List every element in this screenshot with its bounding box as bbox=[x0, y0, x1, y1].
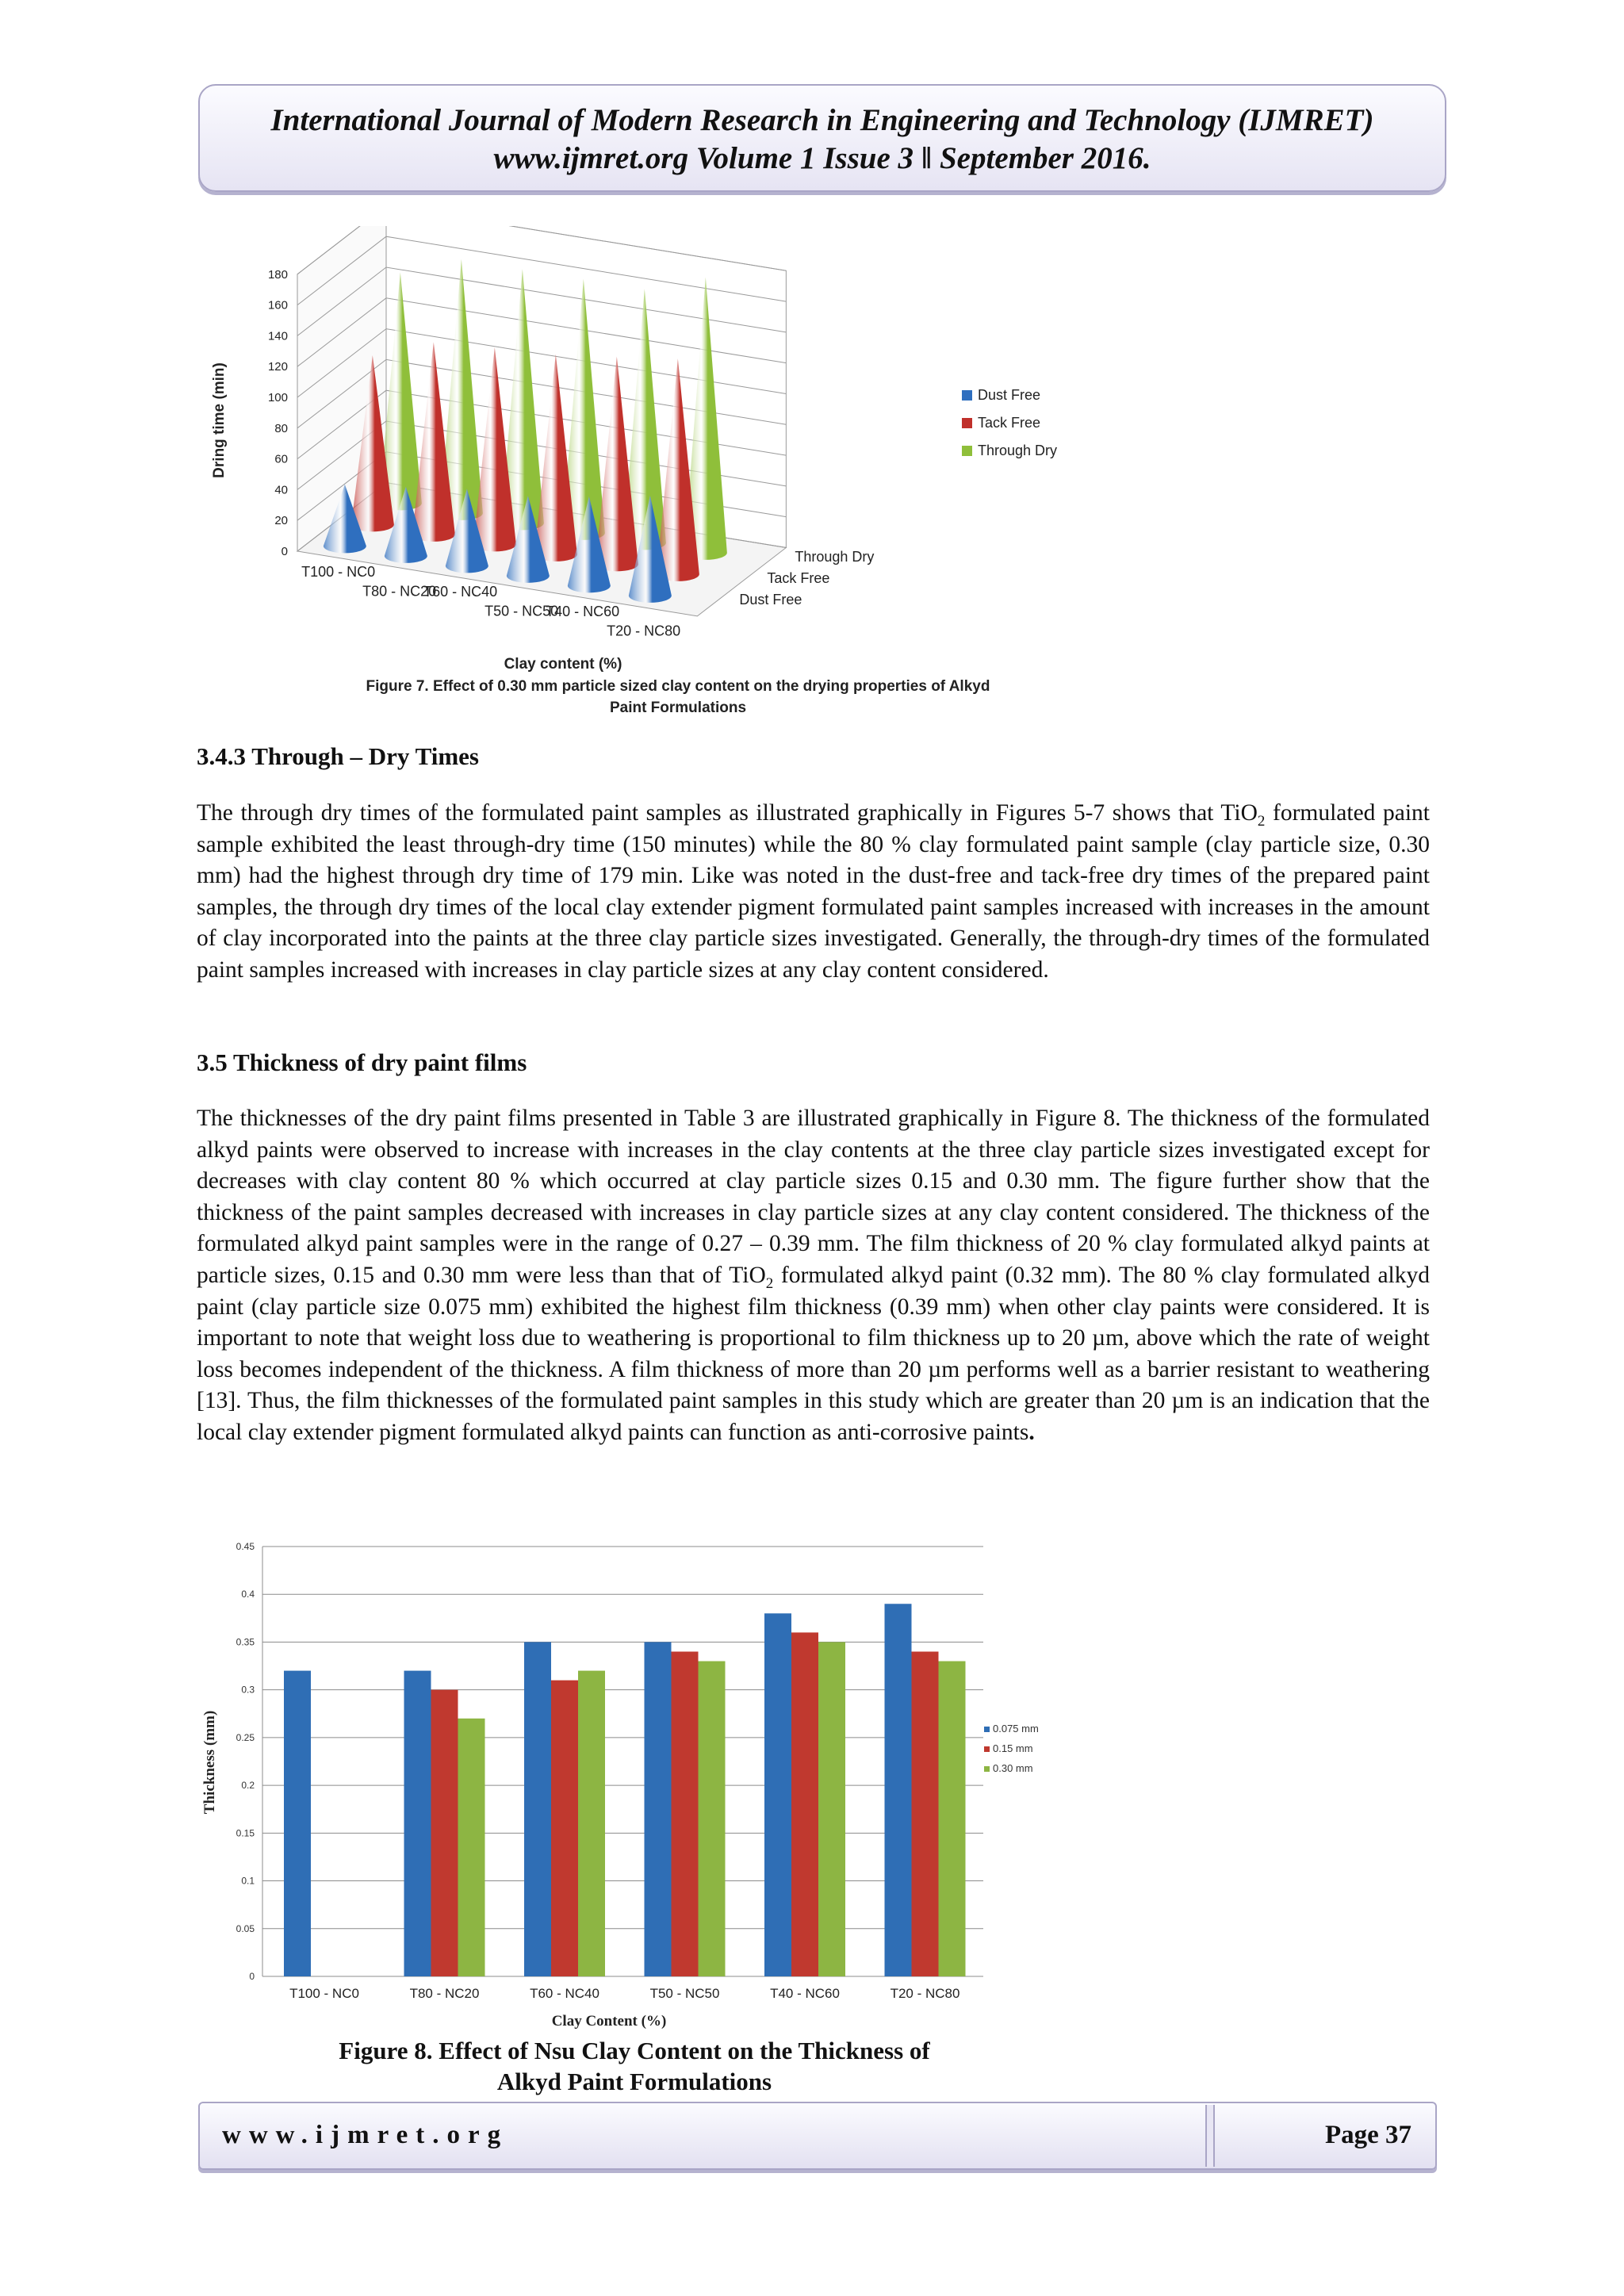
page-footer bbox=[198, 2102, 1437, 2170]
legend-label: 0.15 mm bbox=[993, 1742, 1033, 1754]
bar-0-075-mm bbox=[404, 1671, 431, 1976]
x-category-label: T80 - NC20 bbox=[362, 583, 437, 600]
legend-label: 0.30 mm bbox=[993, 1762, 1033, 1774]
x-axis-title: Clay Content (%) bbox=[551, 2013, 667, 2030]
bar-0-075-mm bbox=[284, 1671, 311, 1976]
y-tick-label: 180 bbox=[267, 267, 288, 282]
x-category-label: T100 - NC0 bbox=[301, 563, 376, 580]
legend-label: Through Dry bbox=[978, 443, 1058, 458]
bar-0-30-mm bbox=[458, 1719, 485, 1976]
x-category-label: T100 - NC0 bbox=[289, 1986, 359, 2001]
figure-7-caption-line-2: Paint Formulations bbox=[609, 700, 747, 716]
figure-8-caption bbox=[285, 2035, 983, 2097]
bar-0-30-mm bbox=[578, 1671, 605, 1976]
journal-title: International Journal of Modern Research in Engineering and Technology (IJMRET) bbox=[270, 103, 1374, 137]
y-tick-label: 0.25 bbox=[236, 1731, 255, 1743]
x-category-label: T60 - NC40 bbox=[530, 1986, 599, 2001]
y-tick-label: 0.3 bbox=[241, 1684, 255, 1696]
depth-axis-label: Dust Free bbox=[739, 591, 802, 608]
y-tick-label: 0.4 bbox=[241, 1589, 255, 1600]
y-tick-label: 120 bbox=[267, 360, 288, 374]
bar-0-075-mm bbox=[764, 1613, 791, 1976]
y-tick-label: 0.1 bbox=[241, 1875, 255, 1887]
figure-7-caption-line-1: Figure 7. Effect of 0.30 mm particle sized clay content on the drying properties of Alkyd bbox=[366, 678, 990, 695]
footer-website: www.ijmret.org bbox=[222, 2121, 509, 2149]
y-tick-label: 0.2 bbox=[241, 1780, 255, 1792]
x-category-label: T60 - NC40 bbox=[423, 583, 498, 600]
legend-swatch bbox=[962, 418, 972, 428]
journal-issue: www.ijmret.org Volume 1 Issue 3 ǁ September 2016. bbox=[493, 141, 1151, 175]
bar-0-15-mm bbox=[672, 1651, 699, 1976]
section-heading-through-dry: 3.4.3 Through – Dry Times bbox=[197, 742, 480, 770]
legend-swatch bbox=[962, 390, 972, 401]
bar-0-075-mm bbox=[645, 1642, 672, 1976]
y-tick-label: 60 bbox=[274, 452, 288, 466]
legend-swatch bbox=[984, 1766, 990, 1772]
legend-label: Dust Free bbox=[978, 387, 1041, 403]
journal-header bbox=[198, 84, 1446, 192]
y-tick-label: 100 bbox=[267, 391, 288, 404]
figure-7-chart bbox=[198, 226, 1102, 726]
legend-label: Tack Free bbox=[978, 415, 1041, 431]
figure-8-chart bbox=[198, 1539, 1078, 2034]
y-tick-label: 0 bbox=[281, 545, 288, 558]
depth-axis-label: Tack Free bbox=[767, 569, 830, 586]
y-tick-label: 0.35 bbox=[236, 1636, 255, 1648]
y-tick-label: 0 bbox=[249, 1971, 255, 1982]
legend-swatch bbox=[984, 1727, 990, 1732]
bar-0-30-mm bbox=[939, 1662, 966, 1976]
y-tick-label: 160 bbox=[267, 298, 288, 312]
x-category-label: T40 - NC60 bbox=[770, 1986, 840, 2001]
figure-8-caption-line-2: Alkyd Paint Formulations bbox=[496, 2068, 772, 2095]
x-category-label: T50 - NC50 bbox=[485, 603, 559, 619]
legend-swatch bbox=[984, 1746, 990, 1752]
x-category-label: T50 - NC50 bbox=[649, 1986, 720, 2001]
y-tick-label: 20 bbox=[274, 514, 288, 528]
depth-axis-label: Through Dry bbox=[795, 548, 875, 565]
y-tick-label: 0.15 bbox=[236, 1827, 255, 1839]
paragraph-through-dry: The through dry times of the formulated paint samples as illustrated graphically in Figures 5-7 shows that TiO$_2$ formulated paint sample exhibited the least through-dry time (150 minutes) while the 80 % clay formulated paint sample (clay particle size, 0.30 mm) had the highest through dry time of 179 min. Like was noted in the dust-free and tack-free dry times of the prepared paint samples, the through dry times of the local clay extender pigment formulated paint samples increased with increases in the amount of clay incorporated into the paints at the three clay particle sizes investigated. Generally, the through-dry times of the formulated paint samples increased with increases in clay particle sizes at any clay content considered. bbox=[197, 800, 1430, 983]
x-axis-title: Clay content (%) bbox=[504, 656, 622, 673]
x-category-label: T20 - NC80 bbox=[890, 1986, 960, 2001]
bar-0-15-mm bbox=[791, 1632, 818, 1976]
y-tick-label: 80 bbox=[274, 421, 288, 435]
section-heading-thickness: 3.5 Thickness of dry paint films bbox=[197, 1048, 527, 1076]
y-axis-title: Dring time (min) bbox=[211, 362, 228, 478]
y-tick-label: 0.45 bbox=[236, 1541, 255, 1552]
x-category-label: T20 - NC80 bbox=[607, 623, 681, 639]
bar-0-075-mm bbox=[524, 1642, 551, 1976]
bar-0-075-mm bbox=[885, 1604, 912, 1976]
legend-swatch bbox=[962, 446, 972, 456]
y-axis-title: Thickness (mm) bbox=[201, 1710, 218, 1815]
legend-label: 0.075 mm bbox=[993, 1723, 1039, 1734]
figure-8-caption-line-1: Figure 8. Effect of Nsu Clay Content on the Thickness of bbox=[339, 2037, 930, 2064]
paragraph-thickness: The thicknesses of the dry paint films presented in Table 3 are illustrated graphically in Figure 8. The thickness of the formulated alkyd paints were observed to increase with increases in the clay contents at the three clay particle sizes investigated except for decreases with clay content 80 % which occurred at clay particle sizes 0.15 and 0.30 mm. The figure further show that the thickness of the paint samples decreased with increases in clay particle sizes at any clay content considered. The thickness of the formulated alkyd paint samples were in the range of 0.27 – 0.39 mm. The film thickness of 20 % clay formulated alkyd paints at particle sizes, 0.15 and 0.30 mm were less than that of TiO$_2$ formulated alkyd paint (0.32 mm). The 80 % clay formulated alkyd paint (clay particle size 0.075 mm) exhibited the highest film thickness (0.39 mm) when other clay paints were considered. It is important to note that weight loss due to weathering is proportional to film thickness up to 20 µm, above which the rate of weight loss becomes independent of the thickness. A film thickness of more than 20 µm performs well as a barrier resistant to weathering [13]. Thus, the film thicknesses of the formulated paint samples in this study which are greater than 20 µm is an indication that the local clay extender pigment formulated alkyd paints can function as anti-corrosive paints. bbox=[197, 1106, 1430, 1445]
bar-0-30-mm bbox=[699, 1662, 726, 1976]
bar-0-30-mm bbox=[818, 1642, 845, 1976]
y-tick-label: 140 bbox=[267, 329, 288, 343]
x-category-label: T80 - NC20 bbox=[409, 1986, 480, 2001]
y-tick-label: 40 bbox=[274, 483, 288, 497]
x-category-label: T40 - NC60 bbox=[546, 603, 620, 619]
y-tick-label: 0.05 bbox=[236, 1922, 255, 1934]
bar-0-15-mm bbox=[912, 1651, 939, 1976]
bar-0-15-mm bbox=[551, 1681, 578, 1976]
footer-divider bbox=[1205, 2105, 1215, 2167]
bar-0-15-mm bbox=[431, 1690, 458, 1976]
page-number: Page 37 bbox=[1324, 2121, 1411, 2149]
